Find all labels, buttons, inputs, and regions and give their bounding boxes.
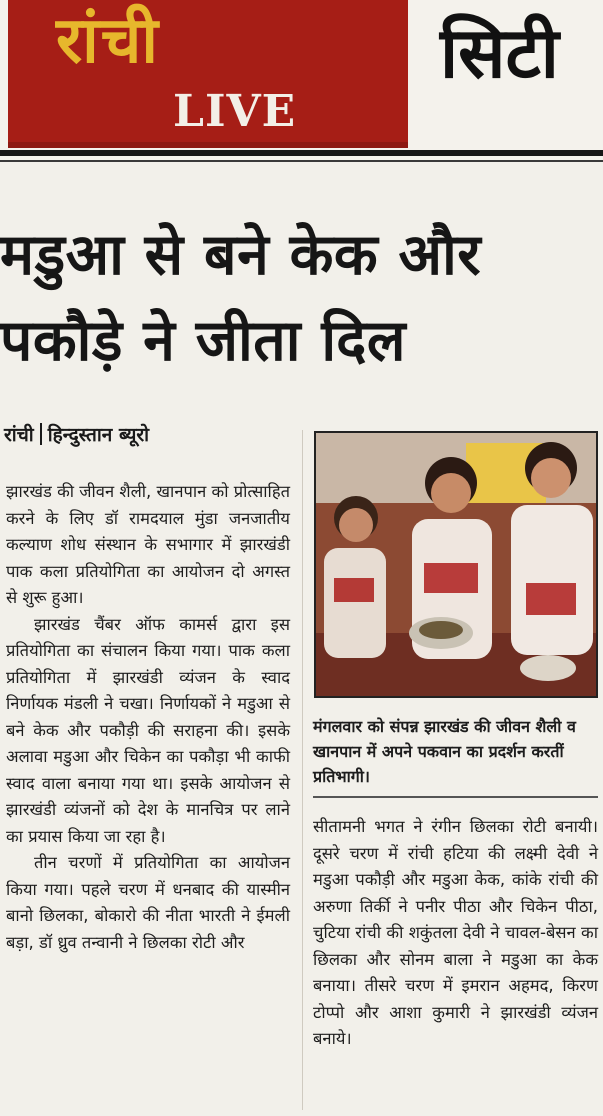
- brand-title: रांची: [56, 4, 160, 78]
- brand-live: LIVE: [173, 86, 297, 137]
- photo-participants-illustration: [316, 433, 596, 696]
- news-photo: [314, 431, 598, 698]
- divider: [0, 160, 603, 162]
- article-column-right: [313, 814, 598, 1053]
- masthead: [0, 0, 603, 160]
- byline-place: रांची: [4, 424, 34, 446]
- column-divider: [302, 430, 303, 1110]
- paragraph: झारखंड की जीवन शैली, खानपान को प्रोत्साहित करने के लिए डॉ रामदयाल मुंडा जनजातीय कल्याण शोध संस्थान के सभागार में झारखंडी पाक कला प्रतियोगिता का आयोजन दो अगस्त से शुरू हुआ।: [6, 482, 290, 607]
- paragraph: सीतामनी भगत ने रंगीन छिलका रोटी बनायी। दूसरे चरण में रांची हटिया की लक्ष्मी देवी ने मडुआ पकौड़ी और मडुआ केक, कांके रांची की अरुणा तिर्की ने पनीर पीठा और चिकेन पीठा, चुटिया रांची की शकुंतला देवी ने चावल-बेसन का छिलका और सोनम बाला ने मडुआ का केक बनाया। तीसरे चरण में इमरान अहमद, किरण टोप्पो और आशा कुमारी ने झारखंडी व्यंजन बनाये।: [313, 817, 598, 1048]
- divider: [0, 150, 603, 156]
- headline: [0, 212, 603, 384]
- headline-line-1: मडुआ से बने केक और: [0, 222, 482, 288]
- divider: [313, 796, 598, 798]
- article-column-left: [6, 479, 290, 956]
- headline-line-2: पकौड़े ने जीता दिल: [0, 308, 407, 374]
- paragraph: तीन चरणों में प्रतियोगिता का आयोजन किया गया। पहले चरण में धनबाद की यास्मीन बानो छिलका, बोकारो की नीता भारती ने ईमली बड़ा, डॉ ध्रुव तन्वानी ने छिलका रोटी और: [6, 853, 290, 952]
- paragraph: झारखंड चैंबर ऑफ कामर्स द्वारा इस प्रतियोगिता का संचालन किया गया। पाक कला प्रतियोगिता में झारखंडी व्यंजन के स्वाद निर्णायक मंडली ने चखा। निर्णायकों ने मडुआ से बने केक और पकौड़ी की सराहना की। इसके अलावा मडुआ और चिकेन का पकौड़ा भी काफी स्वाद वाला बनाया गया था। इसके आयोजन से झारखंडी व्यंजनों को देश के मानचित्र पर लाने का प्रयास किया जा रहा है।: [6, 614, 290, 846]
- section-title: सिटी: [440, 12, 559, 94]
- byline: [4, 421, 149, 447]
- byline-agency: हिन्दुस्तान ब्यूरो: [47, 424, 150, 446]
- byline-separator: [40, 423, 42, 445]
- photo-caption: मंगलवार को संपन्न झारखंड की जीवन शैली व खानपान में अपने पकवान का प्रदर्शन करतीं प्रतिभागी।: [313, 717, 576, 786]
- brand-logo: [8, 0, 408, 148]
